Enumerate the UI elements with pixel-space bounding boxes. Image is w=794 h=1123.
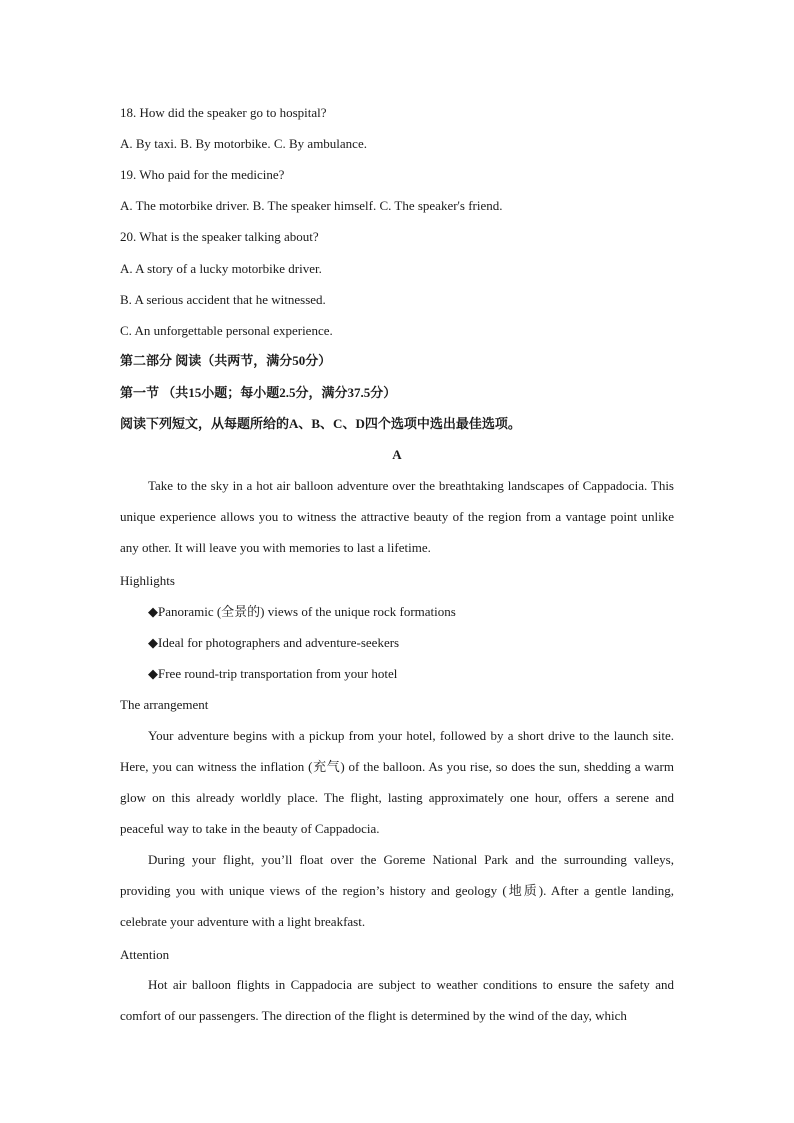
question-20-option-c: C. An unforgettable personal experience. — [120, 323, 333, 338]
section-title: 第一节 （共15小题；每小题2.5分，满分37.5分） — [120, 385, 397, 400]
highlight-item: ◆Panoramic (全景的) views of the unique rock formations — [148, 604, 456, 619]
attention-paragraph — [120, 969, 674, 1031]
question-19-options: A. The motorbike driver. B. The speaker himself. C. The speaker's friend. — [120, 198, 503, 213]
arrangement-paragraph-2-text: During your flight, you’ll float over the Goreme National Park and the surrounding valleys, providing you with unique views of the region’s history and geology (地质). After a gentle landing, celebrate your adventure with a light breakfast. — [120, 852, 674, 930]
question-20-option-a: A. A story of a lucky motorbike driver. — [120, 261, 322, 276]
highlight-item: ◆Free round-trip transportation from your hotel — [148, 666, 398, 681]
question-19: 19. Who paid for the medicine? — [120, 167, 285, 182]
question-18-options: A. By taxi. B. By motorbike. C. By ambulance. — [120, 136, 367, 151]
part-title: 第二部分 阅读（共两节，满分50分） — [120, 353, 332, 368]
highlights-heading: Highlights — [120, 573, 175, 588]
arrangement-heading: The arrangement — [120, 697, 209, 712]
arrangement-paragraph-1-text: Your adventure begins with a pickup from your hotel, followed by a short drive to the launch site. Here, you can witness the inflation (充气) of the balloon. As you rise, so does the sun, shedding a warm glow on this already worldly place. The flight, lasting approximately one hour, offers a serene and peaceful way to take in the beauty of Cappadocia. — [120, 728, 674, 837]
highlight-item: ◆Ideal for photographers and adventure-seekers — [148, 635, 400, 650]
question-20-option-b: B. A serious accident that he witnessed. — [120, 292, 326, 307]
attention-heading: Attention — [120, 947, 170, 962]
attention-paragraph-text: Hot air balloon flights in Cappadocia are subject to weather conditions to ensure the safety and comfort of our passengers. The direction of the flight is determined by the wind of the day, which — [120, 977, 674, 1024]
passage-intro — [120, 470, 674, 563]
arrangement-paragraph-1 — [120, 720, 674, 844]
question-18: 18. How did the speaker go to hospital? — [120, 105, 327, 120]
passage-letter: A — [392, 447, 402, 462]
question-20: 20. What is the speaker talking about? — [120, 229, 319, 244]
passage-intro-text: Take to the sky in a hot air balloon adventure over the breathtaking landscapes of Cappadocia. This unique experience allows you to witness the attractive beauty of the region from a vantage point unlike any other. It will leave you with memories to last a lifetime. — [120, 478, 674, 556]
arrangement-paragraph-2 — [120, 844, 674, 937]
instruction: 阅读下列短文，从每题所给的A、B、C、D四个选项中选出最佳选项。 — [120, 416, 521, 431]
